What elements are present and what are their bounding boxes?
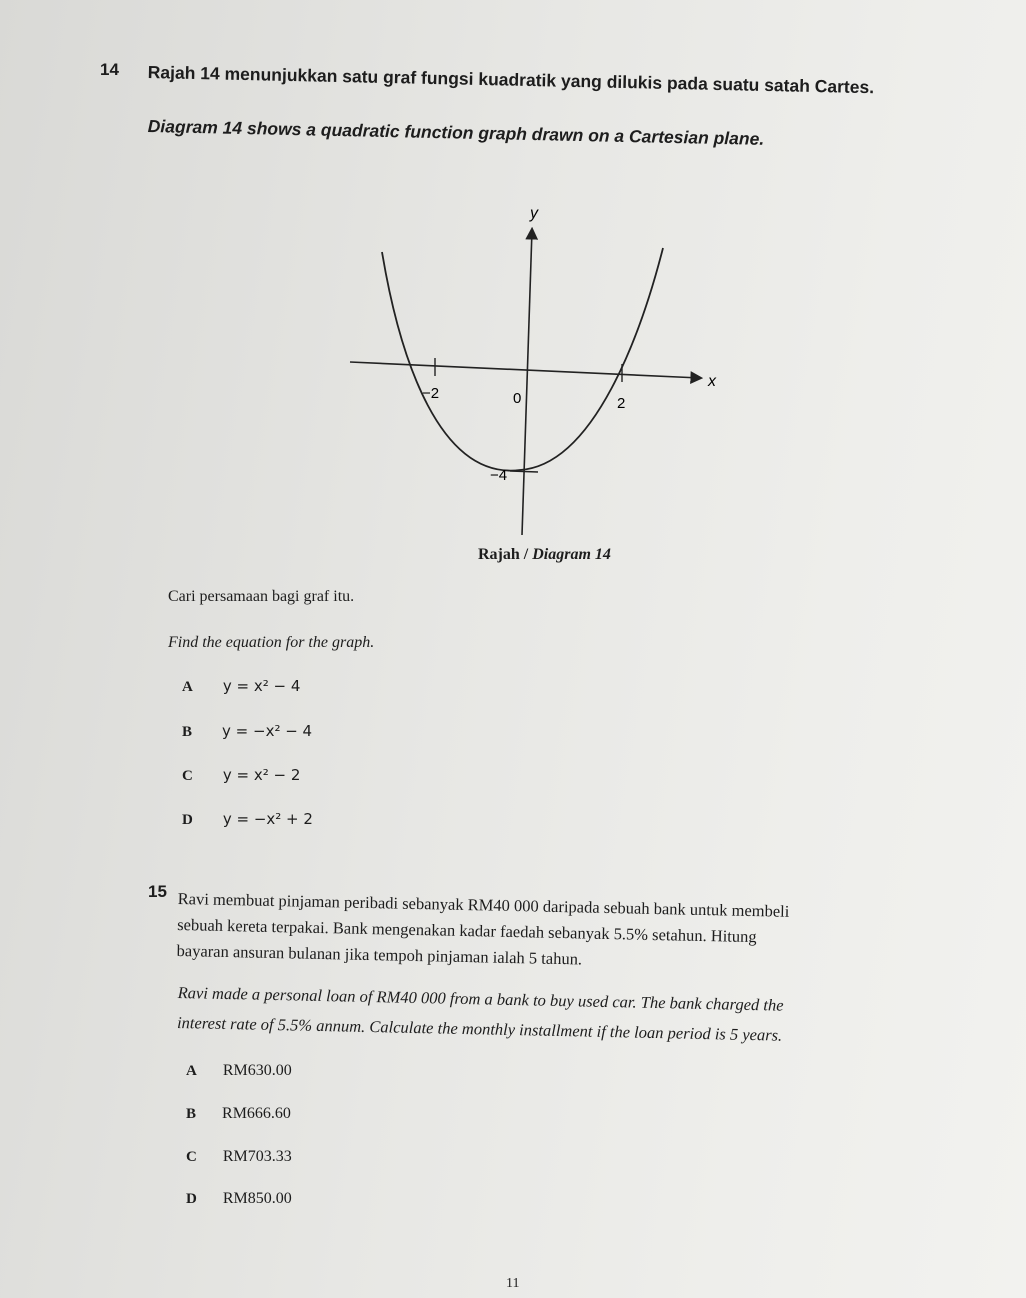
question-14-prompt-malay: Cari persamaan bagi graf itu.	[168, 588, 355, 605]
tick-label-neg4: −4	[490, 467, 508, 484]
question-14-option-c[interactable]	[182, 766, 300, 785]
y-axis-label: y	[530, 205, 538, 222]
option-letter: C	[186, 1149, 197, 1165]
option-text: RM703.33	[222, 1148, 292, 1165]
question-15-english-line-2: interest rate of 5.5% annum. Calculate the monthly installment if the loan period is 5 years.	[176, 1012, 783, 1045]
parabola-curve	[382, 248, 663, 471]
question-15-number: 15	[148, 882, 167, 901]
origin-label: 0	[513, 390, 522, 407]
option-letter: B	[182, 724, 193, 740]
caption-english: Diagram 14	[532, 546, 611, 563]
question-15-option-a[interactable]	[186, 1062, 292, 1080]
question-15-malay-line-1: Ravi membuat pinjaman peribadi sebanyak RM40 000 daripada sebuah bank untuk membeli	[177, 888, 790, 921]
quadratic-graph-diagram	[330, 190, 730, 540]
question-15-text-malay	[176, 886, 789, 977]
question-15-english-line-1: Ravi made a personal loan of RM40 000 from a bank to buy used car. The bank charged the	[177, 982, 784, 1015]
x-axis	[350, 362, 700, 378]
question-15-malay-line-2: sebuah kereta terpakai. Bank mengenakan kadar faedah sebanyak 5.5% setahun. Hitung	[176, 914, 757, 947]
question-15-malay-line-3: bayaran ansuran bulanan jika tempoh pinjaman ialah 5 tahun.	[176, 940, 583, 969]
question-14-option-b[interactable]	[182, 722, 312, 741]
option-text: y = x² − 4	[222, 677, 301, 695]
question-14-prompt-english: Find the equation for the graph.	[168, 634, 375, 651]
y-axis	[522, 230, 532, 535]
question-14-text-english: Diagram 14 shows a quadratic function graph drawn on a Cartesian plane.	[147, 116, 765, 149]
option-letter: A	[186, 1063, 197, 1079]
tick-label-neg2: −2	[422, 385, 440, 402]
option-letter: D	[182, 812, 193, 828]
option-text: RM630.00	[222, 1062, 292, 1079]
question-15-option-b[interactable]	[186, 1105, 291, 1123]
x-axis-label: x	[708, 373, 716, 390]
question-15-text-english	[177, 978, 784, 1051]
question-14-option-d[interactable]	[182, 810, 313, 829]
option-text: y = x² − 2	[222, 766, 301, 784]
tick-label-pos2: 2	[617, 395, 626, 412]
question-15-option-d[interactable]	[186, 1190, 292, 1208]
diagram-caption	[478, 546, 611, 564]
option-text: y = −x² − 4	[222, 722, 313, 740]
question-14-number: 14	[100, 60, 119, 79]
option-letter: D	[186, 1191, 197, 1207]
option-letter: B	[186, 1106, 197, 1122]
question-14-option-a[interactable]	[182, 677, 300, 696]
option-text: y = −x² + 2	[222, 810, 313, 828]
question-15-option-c[interactable]	[186, 1148, 292, 1166]
option-text: RM666.60	[222, 1105, 291, 1122]
page-number: 11	[506, 1276, 520, 1291]
caption-malay: Rajah /	[478, 546, 529, 563]
option-letter: A	[182, 679, 193, 695]
option-text: RM850.00	[222, 1190, 292, 1207]
option-letter: C	[182, 768, 193, 784]
question-14-text-malay: Rajah 14 menunjukkan satu graf fungsi kuadratik yang dilukis pada suatu satah Cartes.	[147, 62, 875, 98]
